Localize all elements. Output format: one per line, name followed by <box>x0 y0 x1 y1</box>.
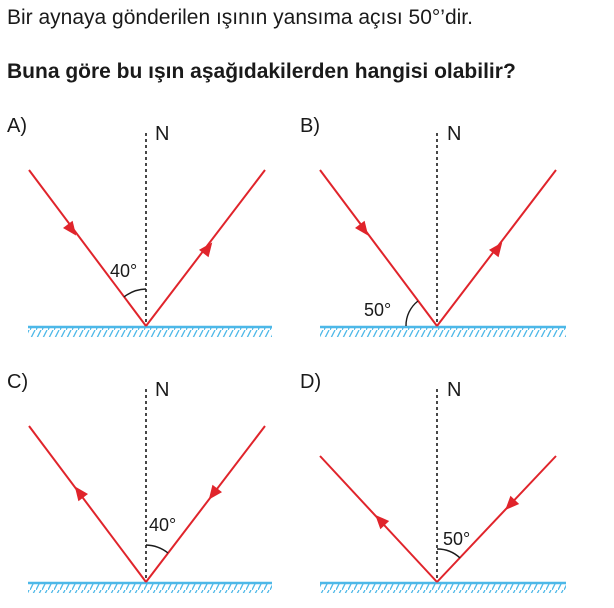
incident-ray <box>437 456 556 582</box>
question-prompt: Buna göre bu ışın aşağıdakilerden hangisi olabilir? <box>7 60 516 83</box>
incident-arrow-icon <box>204 485 222 503</box>
question-text: Bir aynaya gönderilen ışının yansıma açısı 50°’dir. <box>7 6 473 29</box>
mirror-hatching <box>28 328 272 337</box>
incident-ray <box>29 170 146 326</box>
normal-label: N <box>155 123 170 145</box>
mirror-hatching <box>320 328 566 337</box>
angle-arc <box>124 289 146 297</box>
option-label: B) <box>300 115 320 137</box>
option-label: A) <box>7 115 27 137</box>
mirror-hatching <box>28 584 272 593</box>
option-b[interactable] <box>300 115 566 337</box>
reflected-ray <box>29 426 146 582</box>
angle-label: 50° <box>364 300 392 320</box>
option-label: C) <box>7 371 29 393</box>
mirror-hatching <box>320 584 566 593</box>
angle-label: 40° <box>149 515 177 535</box>
angle-arc <box>146 545 168 553</box>
option-c[interactable] <box>7 371 272 593</box>
option-label: D) <box>300 371 322 393</box>
normal-label: N <box>447 379 462 401</box>
incident-ray <box>146 426 265 582</box>
option-d[interactable] <box>300 371 566 593</box>
angle-arc <box>406 301 418 326</box>
angle-label: 50° <box>443 529 471 549</box>
normal-label: N <box>155 379 170 401</box>
option-a[interactable] <box>7 115 272 337</box>
angle-arc <box>437 549 460 558</box>
normal-label: N <box>447 123 462 145</box>
angle-label: 40° <box>110 261 138 281</box>
